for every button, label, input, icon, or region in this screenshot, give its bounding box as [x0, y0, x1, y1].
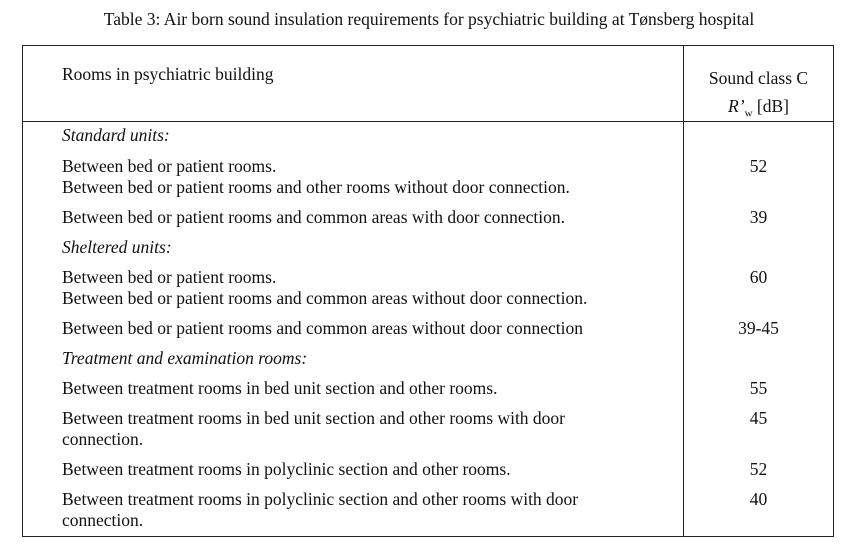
rw-subscript: w — [744, 107, 753, 120]
header-sound-class — [683, 64, 834, 128]
row-description — [62, 318, 672, 339]
description-line: Between bed or patient rooms and other rooms without door connection. — [62, 177, 570, 197]
description-line: connection. — [62, 429, 144, 449]
sound-class-value: 39 — [749, 207, 768, 227]
sound-class-value: 55 — [749, 378, 768, 398]
description-line: Treatment and examination rooms: — [62, 348, 308, 368]
requirements-table — [22, 45, 834, 537]
section-heading — [62, 237, 672, 258]
header-sound-class-label: Sound class C — [708, 68, 809, 88]
description-line: Between bed or patient rooms. — [62, 156, 277, 176]
row-description — [62, 378, 672, 399]
sound-class-value: 45 — [749, 408, 768, 428]
row-description — [62, 156, 672, 198]
description-line: Standard units: — [62, 125, 170, 145]
row-description — [62, 408, 672, 450]
description-line: Between treatment rooms in bed unit section and other rooms. — [62, 378, 498, 398]
sound-class-value: 52 — [749, 459, 768, 479]
rw-symbol: R’ — [728, 96, 745, 116]
section-heading — [62, 125, 672, 146]
row-description — [62, 267, 672, 309]
description-line: Between bed or patient rooms and common areas without door connection — [62, 318, 583, 338]
table-caption: Table 3: Air born sound insulation requirements for psychiatric building at Tønsberg hospital — [103, 9, 755, 29]
description-line: Between bed or patient rooms and common areas with door connection. — [62, 207, 565, 227]
sound-class-value: 40 — [749, 489, 768, 509]
description-line: Between bed or patient rooms and common areas without door connection. — [62, 288, 588, 308]
row-description — [62, 207, 672, 228]
sound-class-value: 60 — [749, 267, 768, 287]
description-line: Between treatment rooms in polyclinic section and other rooms. — [62, 459, 511, 479]
section-heading — [62, 348, 672, 369]
description-line: Between treatment rooms in polyclinic section and other rooms with door — [62, 489, 579, 509]
description-line: Sheltered units: — [62, 237, 172, 257]
description-line: Between bed or patient rooms. — [62, 267, 277, 287]
description-line: connection. — [62, 510, 144, 530]
row-description — [62, 459, 672, 480]
row-description — [62, 489, 672, 531]
sound-class-value: 52 — [749, 156, 768, 176]
header-rw-label — [683, 92, 834, 128]
header-rooms: Rooms in psychiatric building — [62, 64, 274, 84]
description-line: Between treatment rooms in bed unit section and other rooms with door — [62, 408, 566, 428]
rw-unit: [dB] — [752, 96, 789, 116]
sound-class-value: 39-45 — [738, 318, 779, 338]
